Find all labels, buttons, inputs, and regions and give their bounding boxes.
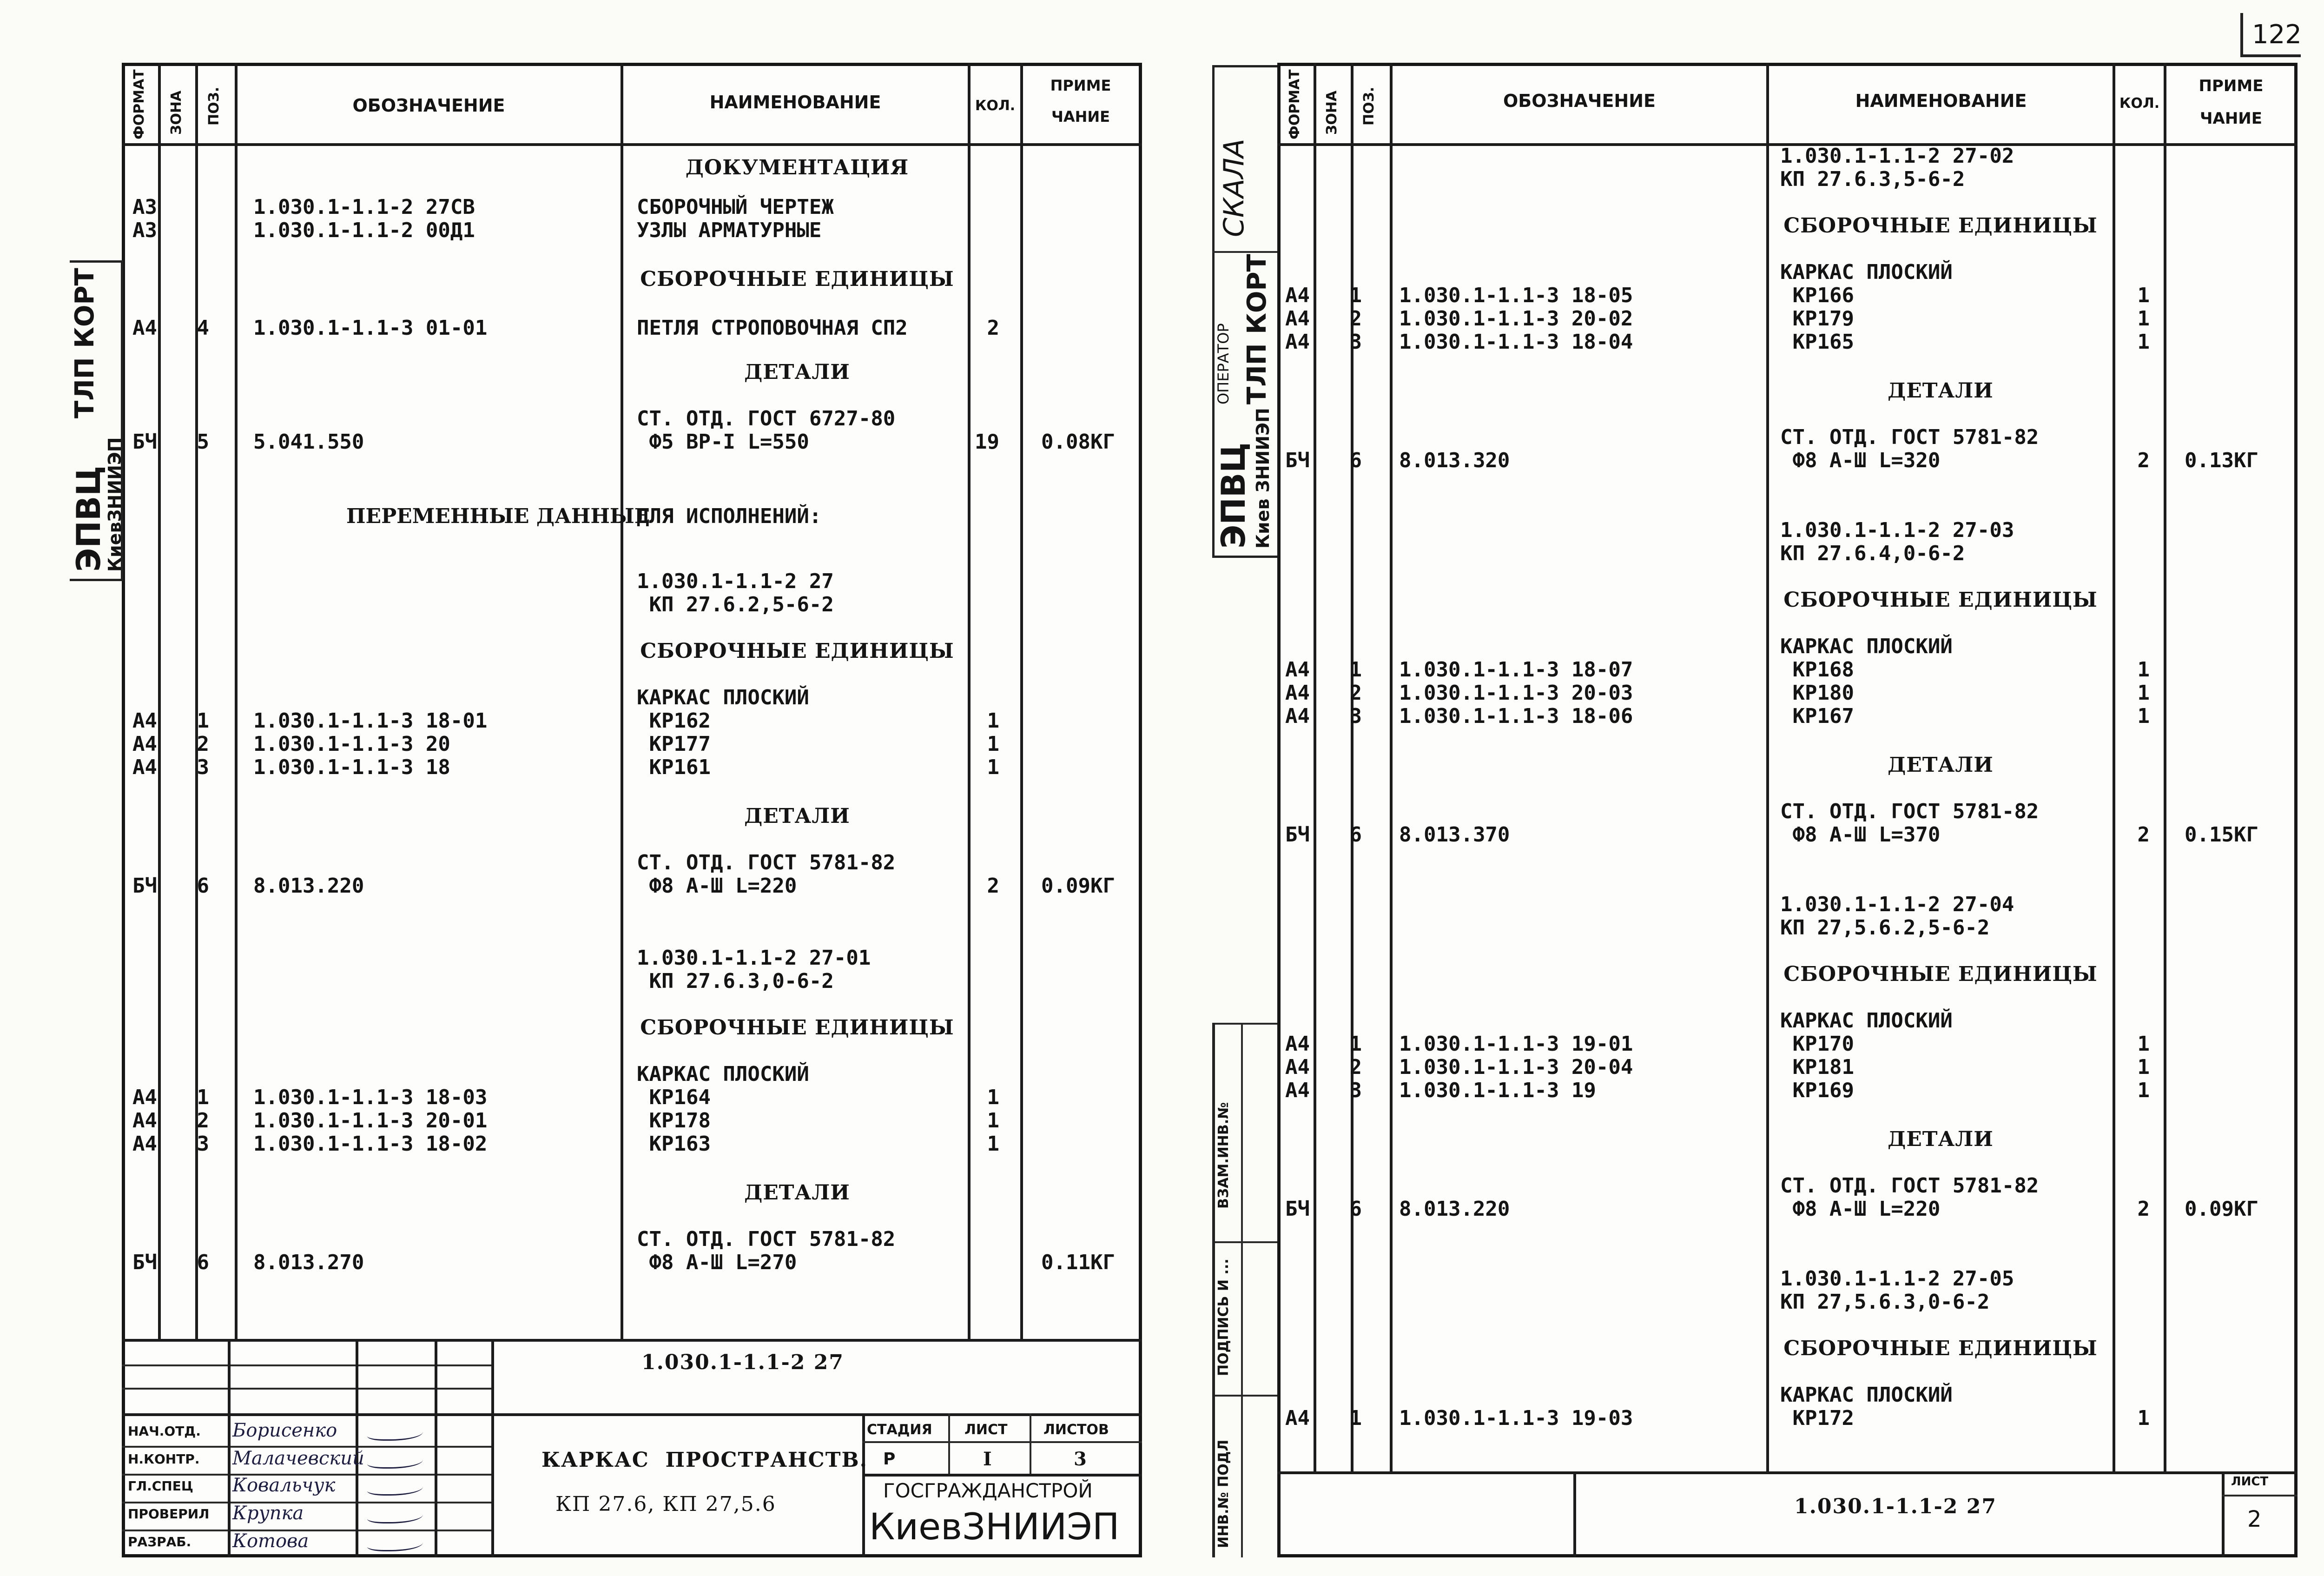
tb-role-label: НАЧ.ОТД. [128,1424,201,1439]
left-tb-stage: Р [883,1450,896,1469]
left-row-desig: 1.030.1-1.1-3 20 [253,732,450,756]
left-tb-stage-h: СТАДИЯ [867,1422,932,1438]
right-row-name: Ф8 А-Ш L=320 [1780,449,1941,472]
left-row-name: СБОРОЧНЫЕ ЕДИНИЦЫ [640,639,954,663]
right-row-format: БЧ [1285,449,1310,472]
left-row-qty: 1 [987,1132,999,1156]
right-row-name: КАРКАС ПЛОСКИЙ [1780,1383,1953,1407]
left-tb-line [862,1441,1142,1443]
left-tb-line [122,1502,494,1503]
right-row-name: КР170 [1780,1032,1854,1056]
right-row-qty: 1 [2137,658,2150,682]
left-row-name: КАРКАС ПЛОСКИЙ [637,686,809,709]
right-footer-list-no: 2 [2247,1506,2262,1532]
right-h-note1: ПРИМЕ [2199,77,2264,95]
left-row-name: ДЕТАЛИ [744,1181,850,1205]
left-row-note: 0.11КГ [1041,1251,1115,1274]
right-side-org-big: ЭПВЦ [1215,442,1253,549]
left-h-qty: КОЛ. [975,98,1016,114]
right-row-name: СБОРОЧНЫЕ ЕДИНИЦЫ [1783,962,2098,986]
left-row-name: СТ. ОТД. ГОСТ 5781-82 [637,851,896,874]
right-footer-sep [1573,1471,1576,1557]
left-row-format: БЧ [132,874,157,898]
left-row-name: КР177 [637,732,711,756]
right-col-sep [1390,63,1393,1471]
left-tb-top [122,1339,1142,1342]
left-row-name: СБОРОЧНЫЕ ЕДИНИЦЫ [640,1016,954,1040]
left-tb-line [122,1364,494,1366]
left-row-desig: 5.041.550 [253,430,364,454]
left-side-tlp: ТЛП КОРТ [70,268,100,418]
left-row-name: Ф5 ВР-I L=550 [637,430,809,454]
left-row-name: СБОРОЧНЫЙ ЧЕРТЕЖ [637,195,834,219]
left-tb-org2: КиевЗНИИЭП [869,1506,1120,1548]
right-col-sep [2164,63,2166,1471]
left-tb-title-2: КП 27.6, КП 27,5.6 [555,1492,776,1516]
left-row-desig: 1.030.1-1.1-3 18-03 [253,1086,488,1109]
right-side-line [1212,251,1277,253]
left-row-name: Ф8 А-Ш L=220 [637,874,797,898]
right-row-format: БЧ [1285,823,1310,847]
right-row-name: КАРКАС ПЛОСКИЙ [1780,260,1953,284]
right-row-qty: 1 [2137,1032,2150,1056]
left-tb-sheet-h: ЛИСТ [964,1422,1008,1438]
right-col-sep [1314,63,1316,1471]
left-row-name: 1.030.1-1.1-2 27 [637,569,834,593]
right-row-note: 0.15КГ [2185,823,2258,847]
left-row-desig: 8.013.220 [253,874,364,898]
left-row-qty: 1 [987,732,999,756]
right-row-name: Ф8 А-Ш L=370 [1780,823,1941,847]
right-row-name: СБОРОЧНЫЕ ЕДИНИЦЫ [1783,214,2098,238]
left-tb-sep [862,1413,865,1557]
right-row-desig: 1.030.1-1.1-3 19 [1399,1079,1596,1102]
left-side-frame [70,260,123,581]
left-row-desig: 1.030.1-1.1-2 00Д1 [253,219,475,242]
left-row-name: КР162 [637,709,711,733]
left-tb-sheets-h: ЛИСТОВ [1043,1422,1109,1438]
right-row-desig: 8.013.370 [1399,823,1510,847]
right-row-pos: 2 [1349,307,1362,331]
right-row-pos: 1 [1349,1032,1362,1056]
left-row-name: Ф8 А-Ш L=270 [637,1251,797,1274]
left-row-format: БЧ [132,1251,157,1274]
right-footer-code: 1.030.1-1.1-2 27 [1794,1495,1997,1518]
right-col-sep [1766,63,1769,1471]
right-row-name: КП 27,5.6.2,5-6-2 [1780,916,1990,940]
right-row-format: А4 [1285,1032,1310,1056]
right-side-operator: ОПЕРАТОР [1215,323,1232,404]
right-row-desig: 1.030.1-1.1-3 18-05 [1399,284,1633,307]
right-h-pos: ПОЗ. [1361,86,1377,126]
left-row-desig: 1.030.1-1.1-2 27СВ [253,195,475,219]
left-row-name: КР161 [637,755,711,779]
left-row-qty: 1 [987,1086,999,1109]
right-side-divider [1212,1023,1277,1025]
right-col-sep [1351,63,1353,1471]
tb-role-label: РАЗРАБ. [128,1534,191,1550]
right-footer-top [1277,1471,2298,1474]
left-side-org-small: КиевЗНИИЭП [105,437,125,572]
right-row-qty: 1 [2137,1406,2150,1430]
tb-role-label: ГЛ.СПЕЦ [128,1478,193,1494]
right-row-pos: 2 [1349,681,1362,705]
tb-role-name: Котова [232,1530,309,1552]
left-col-sep [158,63,161,1341]
right-row-pos: 6 [1349,1197,1362,1221]
left-col-sep [235,63,238,1341]
right-row-name: КР167 [1780,704,1854,728]
right-row-qty: 1 [2137,284,2150,307]
left-row-name: 1.030.1-1.1-2 27-01 [637,946,871,970]
right-h-note2: ЧАНИЕ [2200,109,2262,128]
left-tb-org1: ГОСГРАЖДАНСТРОЙ [883,1479,1093,1502]
right-row-name: 1.030.1-1.1-2 27-05 [1780,1267,2014,1291]
right-row-name: ДЕТАЛИ [1888,1127,1994,1151]
right-side-org-small: Киев ЗНИИЭП [1253,408,1273,549]
right-row-format: БЧ [1285,1197,1310,1221]
left-row-qty: 1 [987,709,999,733]
right-h-zone: ЗОНА [1324,90,1340,135]
tb-role-label: Н.КОНТР. [128,1451,200,1467]
right-row-name: КАРКАС ПЛОСКИЙ [1780,635,1953,658]
left-row-name: КР178 [637,1109,711,1132]
left-row-desig: 8.013.270 [253,1251,364,1274]
right-row-qty: 2 [2137,1197,2150,1221]
right-row-pos: 6 [1349,449,1362,472]
left-row-qty: 1 [987,1109,999,1132]
right-row-qty: 1 [2137,1055,2150,1079]
right-row-qty: 1 [2137,307,2150,331]
right-row-name: 1.030.1-1.1-2 27-02 [1780,144,2014,168]
right-row-desig: 1.030.1-1.1-3 19-01 [1399,1032,1633,1056]
right-row-qty: 1 [2137,1079,2150,1102]
right-row-qty: 1 [2137,704,2150,728]
right-row-name: КАРКАС ПЛОСКИЙ [1780,1009,1953,1033]
right-row-format: А4 [1285,284,1310,307]
right-row-desig: 1.030.1-1.1-3 20-03 [1399,681,1633,705]
right-row-name: КП 27.6.3,5-6-2 [1780,167,1965,191]
right-row-name: 1.030.1-1.1-2 27-04 [1780,893,2014,916]
right-row-name: КП 27,5.6.3,0-6-2 [1780,1290,1990,1314]
right-row-name: КР180 [1780,681,1854,705]
right-row-qty: 2 [2137,449,2150,472]
left-tb-code: 1.030.1-1.1-2 27 [641,1351,844,1374]
left-row-qty: 2 [987,874,999,898]
left-row-format: А4 [132,732,157,756]
left-row-name-l: ПЕРЕМЕННЫЕ ДАННЫЕ [346,504,650,528]
left-tb-sep [1030,1413,1031,1476]
right-footer-list-label: ЛИСТ [2231,1475,2269,1489]
left-tb-line [862,1474,1142,1477]
left-row-pos: 4 [197,316,209,340]
right-row-name: СБОРОЧНЫЕ ЕДИНИЦЫ [1783,588,2098,612]
left-tb-title-1: КАРКАС ПРОСТРАНСТВ. [541,1448,868,1472]
right-side-skala: СКАЛА [1218,139,1250,237]
left-row-desig: 1.030.1-1.1-3 01-01 [253,316,488,340]
right-h-format: ФОРМАТ [1287,69,1303,139]
right-row-desig: 1.030.1-1.1-3 19-03 [1399,1406,1633,1430]
right-row-name: СТ. ОТД. ГОСТ 5781-82 [1780,800,2039,823]
left-row-pos: 6 [197,874,209,898]
left-row-desig: 1.030.1-1.1-3 18-02 [253,1132,488,1156]
left-row-format: А4 [132,316,157,340]
left-row-name: ДЛЯ ИСПОЛНЕНИЙ: [637,504,822,528]
left-col-sep [1020,63,1023,1341]
right-row-pos: 1 [1349,658,1362,682]
right-row-name: КП 27.6.4,0-6-2 [1780,542,1965,565]
right-row-pos: 1 [1349,1406,1362,1430]
right-row-name: КР165 [1780,330,1854,354]
left-row-note: 0.09КГ [1041,874,1115,898]
right-row-format: А4 [1285,658,1310,682]
left-tb-sep [491,1339,494,1557]
right-row-format: А4 [1285,330,1310,354]
left-row-name: ДЕТАЛИ [744,804,850,828]
left-tb-sep [948,1413,950,1476]
left-row-pos: 3 [197,1132,209,1156]
left-h-note1: ПРИМЕ [1050,77,1111,94]
right-row-format: А4 [1285,704,1310,728]
right-row-pos: 1 [1349,284,1362,307]
right-side-inv: ИНВ.№ ПОДЛ [1215,1439,1232,1548]
right-row-name: СБОРОЧНЫЕ ЕДИНИЦЫ [1783,1337,2098,1360]
page-number: 122 [2252,20,2302,50]
left-tb-line [122,1413,1142,1416]
right-row-desig: 1.030.1-1.1-3 18-07 [1399,658,1633,682]
right-footer-line [2222,1495,2298,1497]
right-row-desig: 8.013.320 [1399,449,1510,472]
right-footer-sep [2222,1471,2225,1557]
left-row-name: УЗЛЫ АРМАТУРНЫЕ [637,219,822,242]
right-row-name: КР169 [1780,1079,1854,1102]
right-side-divider [1212,1241,1277,1243]
right-side-vzam: ВЗАМ.ИНВ.№ [1215,1102,1232,1209]
left-row-format: А4 [132,1086,157,1109]
left-h-pos: ПОЗ. [206,86,222,126]
left-row-name: ДОКУМЕНТАЦИЯ [685,156,909,179]
right-row-name: КР179 [1780,307,1854,331]
right-row-name: СТ. ОТД. ГОСТ 5781-82 [1780,1174,2039,1198]
right-row-qty: 1 [2137,330,2150,354]
right-row-desig: 1.030.1-1.1-3 18-06 [1399,704,1633,728]
right-row-desig: 8.013.220 [1399,1197,1510,1221]
right-row-name: ДЕТАЛИ [1888,753,1994,777]
left-header-line [122,143,1142,146]
left-row-format: А4 [132,709,157,733]
left-row-qty: 1 [987,755,999,779]
tb-role-name: Крупка [232,1503,304,1524]
left-row-format: БЧ [132,430,157,454]
right-row-desig: 1.030.1-1.1-3 20-02 [1399,307,1633,331]
right-row-desig: 1.030.1-1.1-3 20-04 [1399,1055,1633,1079]
left-row-format: А3 [132,195,157,219]
right-side-divider [1241,1023,1243,1557]
left-sheet [122,63,1142,1557]
left-h-format: ФОРМАТ [131,69,147,139]
left-h-note2: ЧАНИЕ [1051,108,1110,126]
left-row-note: 0.08КГ [1041,430,1115,454]
right-row-note: 0.13КГ [2185,449,2258,472]
right-row-name: КР168 [1780,658,1854,682]
right-row-pos: 3 [1349,1079,1362,1102]
right-row-format: А4 [1285,307,1310,331]
left-row-desig: 1.030.1-1.1-3 18 [253,755,450,779]
left-row-name: СТ. ОТД. ГОСТ 6727-80 [637,407,896,430]
right-side-podp: ПОДПИСЬ И ... [1215,1258,1232,1376]
left-row-format: А4 [132,1132,157,1156]
left-tb-line [122,1388,494,1390]
left-row-format: А3 [132,219,157,242]
tb-role-name: Малачевский [232,1448,364,1469]
right-row-format: А4 [1285,681,1310,705]
right-row-qty: 1 [2137,681,2150,705]
right-row-name: КР166 [1780,284,1854,307]
left-col-sep [621,63,623,1341]
left-row-pos: 1 [197,709,209,733]
left-row-name: КР163 [637,1132,711,1156]
left-row-name: ПЕТЛЯ СТРОПОВОЧНАЯ СП2 [637,316,908,340]
left-row-pos: 5 [197,430,209,454]
left-row-pos: 1 [197,1086,209,1109]
right-row-format: А4 [1285,1406,1310,1430]
left-h-designation: ОБОЗНАЧЕНИЕ [352,95,505,116]
left-h-zone: ЗОНА [168,90,185,135]
right-col-sep [2113,63,2115,1471]
left-row-name: СТ. ОТД. ГОСТ 5781-82 [637,1227,896,1251]
right-row-desig: 1.030.1-1.1-3 18-04 [1399,330,1633,354]
left-row-pos: 2 [197,1109,209,1132]
right-side-outer [1212,1023,1215,1557]
right-row-name: КР172 [1780,1406,1854,1430]
left-tb-sep [435,1339,437,1557]
right-row-name: СТ. ОТД. ГОСТ 5781-82 [1780,425,2039,449]
left-row-pos: 6 [197,1251,209,1274]
tb-role-label: ПРОВЕРИЛ [128,1506,210,1522]
left-tb-sheets: 3 [1074,1448,1087,1470]
right-row-name: ДЕТАЛИ [1888,379,1994,403]
right-row-format: А4 [1285,1055,1310,1079]
left-row-qty: 19 [975,430,999,454]
left-tb-sheet: I [983,1448,992,1470]
right-side-divider [1212,1395,1277,1397]
left-row-desig: 1.030.1-1.1-3 20-01 [253,1109,488,1132]
left-row-qty: 2 [987,316,999,340]
right-row-pos: 2 [1349,1055,1362,1079]
right-row-name: КР181 [1780,1055,1854,1079]
left-row-name: СБОРОЧНЫЕ ЕДИНИЦЫ [640,267,954,291]
right-row-qty: 2 [2137,823,2150,847]
left-row-pos: 2 [197,732,209,756]
right-row-name: Ф8 А-Ш L=220 [1780,1197,1941,1221]
left-row-name: КАРКАС ПЛОСКИЙ [637,1062,809,1086]
left-row-pos: 3 [197,755,209,779]
right-side-tlp: ТЛП КОРТ [1242,254,1272,404]
right-h-designation: ОБОЗНАЧЕНИЕ [1503,91,1656,111]
right-row-note: 0.09КГ [2185,1197,2258,1221]
left-h-name: НАИМЕНОВАНИЕ [709,92,881,113]
right-h-qty: КОЛ. [2119,95,2160,112]
left-row-name: ДЕТАЛИ [744,360,850,384]
right-row-pos: 3 [1349,704,1362,728]
tb-role-name: Борисенко [232,1420,337,1441]
left-row-name: КП 27.6.3,0-6-2 [637,969,834,993]
left-row-format: А4 [132,755,157,779]
right-row-name: 1.030.1-1.1-2 27-03 [1780,518,2014,542]
left-row-format: А4 [132,1109,157,1132]
tb-role-name: Ковальчук [232,1475,336,1496]
right-row-pos: 6 [1349,823,1362,847]
right-row-format: А4 [1285,1079,1310,1102]
left-row-desig: 1.030.1-1.1-3 18-01 [253,709,488,733]
left-tb-sep [228,1339,231,1557]
left-row-name: КР164 [637,1086,711,1109]
left-side-org-big: ЭПВЦ [70,465,108,572]
right-h-name: НАИМЕНОВАНИЕ [1855,91,2027,111]
right-row-pos: 3 [1349,330,1362,354]
left-row-name: КП 27.6.2,5-6-2 [637,593,834,616]
